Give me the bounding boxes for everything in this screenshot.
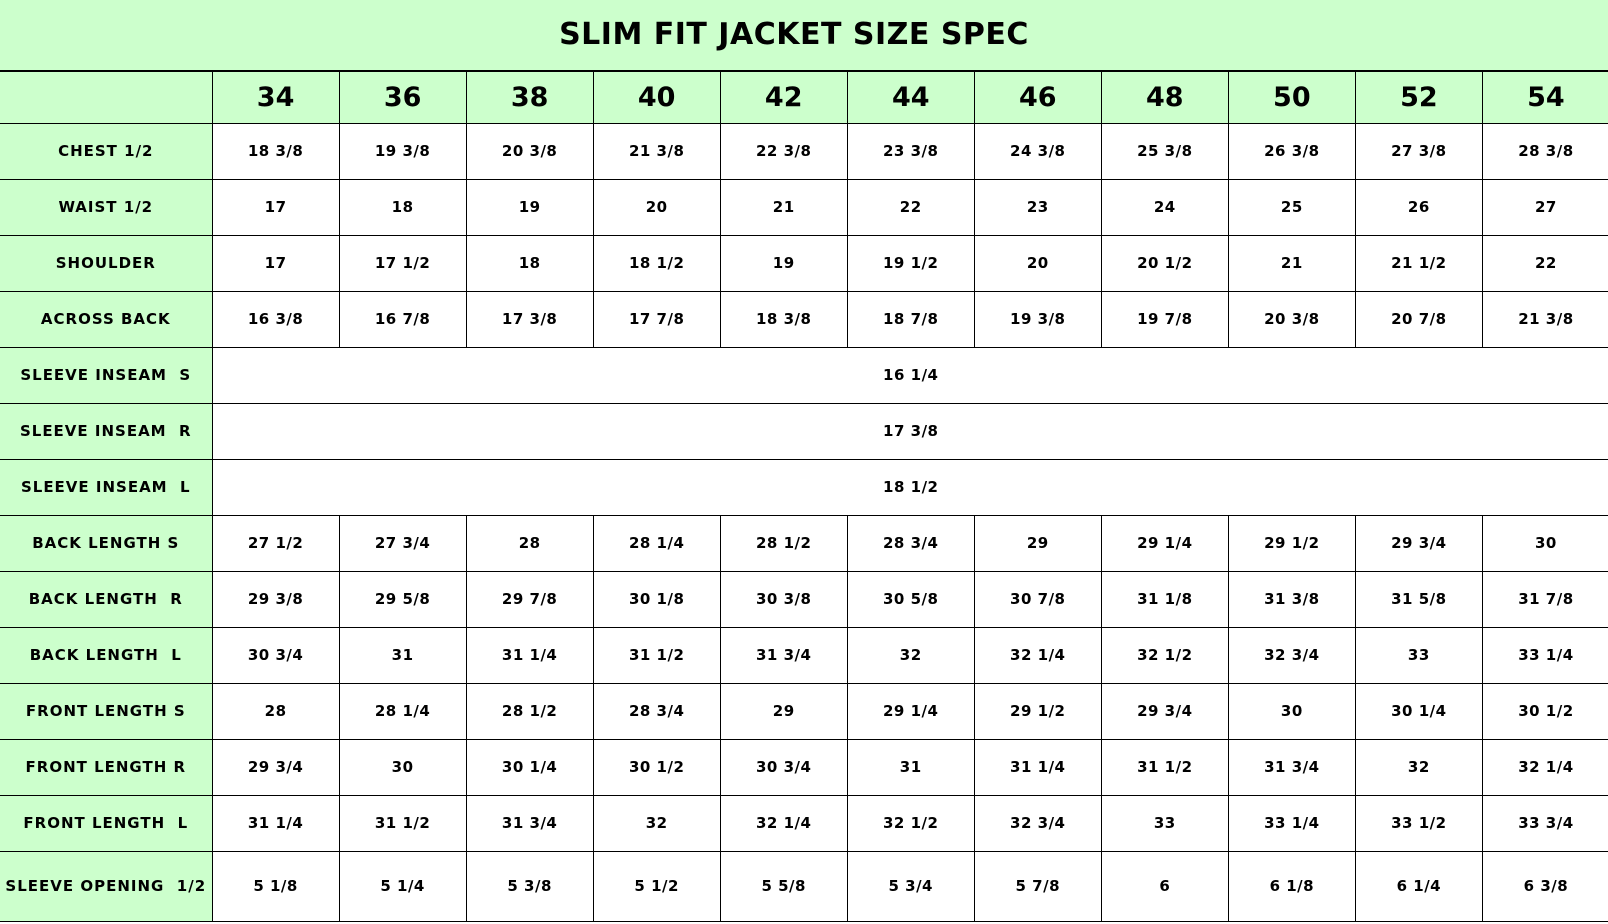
spec-row (0, 683, 1608, 739)
value-cell: 18 1/2 (593, 235, 720, 291)
size-header-50: 50 (1228, 71, 1355, 123)
value-cell: 33 3/4 (1482, 795, 1608, 851)
value-cell: 17 7/8 (593, 291, 720, 347)
size-header-54: 54 (1482, 71, 1608, 123)
page-title: SLIM FIT JACKET SIZE SPEC (559, 16, 1029, 52)
title-bar (0, 0, 1608, 70)
spec-row (0, 795, 1608, 851)
spec-row (0, 123, 1608, 179)
value-cell: 28 (212, 683, 339, 739)
row-label: SLEEVE OPENING 1/2 (0, 851, 212, 921)
size-spec-table (0, 70, 1608, 922)
value-cell: 33 1/4 (1228, 795, 1355, 851)
size-header-36: 36 (339, 71, 466, 123)
value-cell: 19 (720, 235, 847, 291)
spanned-value-cell: 17 3/8 (212, 403, 1608, 459)
value-cell: 6 3/8 (1482, 851, 1608, 921)
value-cell: 32 (593, 795, 720, 851)
value-cell: 31 1/2 (339, 795, 466, 851)
value-cell: 5 1/4 (339, 851, 466, 921)
value-cell: 31 1/4 (212, 795, 339, 851)
value-cell: 23 (974, 179, 1101, 235)
size-header-44: 44 (847, 71, 974, 123)
value-cell: 30 1/2 (593, 739, 720, 795)
row-label: FRONT LENGTH S (0, 683, 212, 739)
size-header-52: 52 (1355, 71, 1482, 123)
spec-row (0, 347, 1608, 403)
value-cell: 32 1/2 (1101, 627, 1228, 683)
value-cell: 32 1/2 (847, 795, 974, 851)
value-cell: 19 (466, 179, 593, 235)
value-cell: 29 1/2 (974, 683, 1101, 739)
spec-row (0, 235, 1608, 291)
value-cell: 30 3/8 (720, 571, 847, 627)
value-cell: 18 (466, 235, 593, 291)
spec-row (0, 179, 1608, 235)
row-label: FRONT LENGTH L (0, 795, 212, 851)
value-cell: 31 (339, 627, 466, 683)
value-cell: 29 1/4 (847, 683, 974, 739)
value-cell: 30 (1228, 683, 1355, 739)
spanned-value-cell: 18 1/2 (212, 459, 1608, 515)
value-cell: 22 3/8 (720, 123, 847, 179)
row-label: SHOULDER (0, 235, 212, 291)
spec-row (0, 627, 1608, 683)
value-cell: 31 3/4 (720, 627, 847, 683)
value-cell: 20 1/2 (1101, 235, 1228, 291)
value-cell: 30 3/4 (212, 627, 339, 683)
corner-cell (0, 71, 212, 123)
value-cell: 29 3/4 (1355, 515, 1482, 571)
value-cell: 20 7/8 (1355, 291, 1482, 347)
size-header-38: 38 (466, 71, 593, 123)
value-cell: 5 3/8 (466, 851, 593, 921)
value-cell: 24 3/8 (974, 123, 1101, 179)
value-cell: 32 1/4 (720, 795, 847, 851)
value-cell: 19 1/2 (847, 235, 974, 291)
value-cell: 22 (1482, 235, 1608, 291)
spec-row (0, 459, 1608, 515)
value-cell: 31 1/4 (466, 627, 593, 683)
value-cell: 30 1/2 (1482, 683, 1608, 739)
value-cell: 21 3/8 (593, 123, 720, 179)
value-cell: 30 1/4 (466, 739, 593, 795)
value-cell: 28 3/4 (847, 515, 974, 571)
size-header-40: 40 (593, 71, 720, 123)
value-cell: 32 1/4 (974, 627, 1101, 683)
value-cell: 32 3/4 (974, 795, 1101, 851)
value-cell: 29 3/4 (1101, 683, 1228, 739)
size-header-34: 34 (212, 71, 339, 123)
value-cell: 24 (1101, 179, 1228, 235)
value-cell: 19 7/8 (1101, 291, 1228, 347)
value-cell: 17 3/8 (466, 291, 593, 347)
value-cell: 32 1/4 (1482, 739, 1608, 795)
value-cell: 17 (212, 179, 339, 235)
value-cell: 31 3/4 (1228, 739, 1355, 795)
row-label: BACK LENGTH R (0, 571, 212, 627)
value-cell: 33 1/4 (1482, 627, 1608, 683)
spec-row (0, 571, 1608, 627)
value-cell: 31 1/8 (1101, 571, 1228, 627)
value-cell: 32 (1355, 739, 1482, 795)
value-cell: 31 7/8 (1482, 571, 1608, 627)
value-cell: 17 (212, 235, 339, 291)
size-header-row (0, 71, 1608, 123)
value-cell: 30 5/8 (847, 571, 974, 627)
size-header-46: 46 (974, 71, 1101, 123)
value-cell: 27 3/4 (339, 515, 466, 571)
value-cell: 21 3/8 (1482, 291, 1608, 347)
value-cell: 6 (1101, 851, 1228, 921)
value-cell: 30 (339, 739, 466, 795)
value-cell: 27 3/8 (1355, 123, 1482, 179)
value-cell: 26 (1355, 179, 1482, 235)
size-header-42: 42 (720, 71, 847, 123)
value-cell: 32 (847, 627, 974, 683)
size-spec-body (0, 71, 1608, 921)
spec-row (0, 739, 1608, 795)
value-cell: 31 1/2 (593, 627, 720, 683)
value-cell: 5 3/4 (847, 851, 974, 921)
value-cell: 16 3/8 (212, 291, 339, 347)
value-cell: 29 (720, 683, 847, 739)
value-cell: 23 3/8 (847, 123, 974, 179)
value-cell: 5 5/8 (720, 851, 847, 921)
value-cell: 18 (339, 179, 466, 235)
value-cell: 28 1/2 (466, 683, 593, 739)
value-cell: 28 3/4 (593, 683, 720, 739)
value-cell: 29 5/8 (339, 571, 466, 627)
value-cell: 29 (974, 515, 1101, 571)
value-cell: 29 3/4 (212, 739, 339, 795)
value-cell: 17 1/2 (339, 235, 466, 291)
value-cell: 5 1/8 (212, 851, 339, 921)
value-cell: 20 3/8 (466, 123, 593, 179)
spec-row (0, 515, 1608, 571)
value-cell: 32 3/4 (1228, 627, 1355, 683)
value-cell: 28 3/8 (1482, 123, 1608, 179)
value-cell: 31 3/8 (1228, 571, 1355, 627)
value-cell: 30 3/4 (720, 739, 847, 795)
value-cell: 31 (847, 739, 974, 795)
row-label: WAIST 1/2 (0, 179, 212, 235)
value-cell: 18 7/8 (847, 291, 974, 347)
value-cell: 25 3/8 (1101, 123, 1228, 179)
value-cell: 19 3/8 (339, 123, 466, 179)
value-cell: 27 1/2 (212, 515, 339, 571)
value-cell: 29 3/8 (212, 571, 339, 627)
value-cell: 31 1/4 (974, 739, 1101, 795)
value-cell: 31 5/8 (1355, 571, 1482, 627)
value-cell: 30 (1482, 515, 1608, 571)
spec-row (0, 291, 1608, 347)
value-cell: 6 1/8 (1228, 851, 1355, 921)
spec-row (0, 851, 1608, 921)
value-cell: 30 1/4 (1355, 683, 1482, 739)
value-cell: 29 1/2 (1228, 515, 1355, 571)
value-cell: 19 3/8 (974, 291, 1101, 347)
row-label: SLEEVE INSEAM L (0, 459, 212, 515)
value-cell: 31 1/2 (1101, 739, 1228, 795)
value-cell: 26 3/8 (1228, 123, 1355, 179)
value-cell: 31 3/4 (466, 795, 593, 851)
size-header-48: 48 (1101, 71, 1228, 123)
value-cell: 20 (974, 235, 1101, 291)
value-cell: 25 (1228, 179, 1355, 235)
value-cell: 6 1/4 (1355, 851, 1482, 921)
value-cell: 16 7/8 (339, 291, 466, 347)
value-cell: 18 3/8 (212, 123, 339, 179)
value-cell: 28 (466, 515, 593, 571)
row-label: SLEEVE INSEAM S (0, 347, 212, 403)
value-cell: 21 (1228, 235, 1355, 291)
value-cell: 28 1/2 (720, 515, 847, 571)
row-label: BACK LENGTH L (0, 627, 212, 683)
value-cell: 22 (847, 179, 974, 235)
value-cell: 27 (1482, 179, 1608, 235)
row-label: FRONT LENGTH R (0, 739, 212, 795)
value-cell: 21 1/2 (1355, 235, 1482, 291)
value-cell: 33 1/2 (1355, 795, 1482, 851)
value-cell: 20 3/8 (1228, 291, 1355, 347)
row-label: BACK LENGTH S (0, 515, 212, 571)
value-cell: 5 1/2 (593, 851, 720, 921)
value-cell: 30 1/8 (593, 571, 720, 627)
value-cell: 21 (720, 179, 847, 235)
row-label: CHEST 1/2 (0, 123, 212, 179)
value-cell: 18 3/8 (720, 291, 847, 347)
row-label: ACROSS BACK (0, 291, 212, 347)
spec-row (0, 403, 1608, 459)
value-cell: 33 (1355, 627, 1482, 683)
value-cell: 20 (593, 179, 720, 235)
row-label: SLEEVE INSEAM R (0, 403, 212, 459)
value-cell: 28 1/4 (593, 515, 720, 571)
spanned-value-cell: 16 1/4 (212, 347, 1608, 403)
value-cell: 29 1/4 (1101, 515, 1228, 571)
value-cell: 30 7/8 (974, 571, 1101, 627)
value-cell: 33 (1101, 795, 1228, 851)
value-cell: 28 1/4 (339, 683, 466, 739)
value-cell: 5 7/8 (974, 851, 1101, 921)
value-cell: 29 7/8 (466, 571, 593, 627)
